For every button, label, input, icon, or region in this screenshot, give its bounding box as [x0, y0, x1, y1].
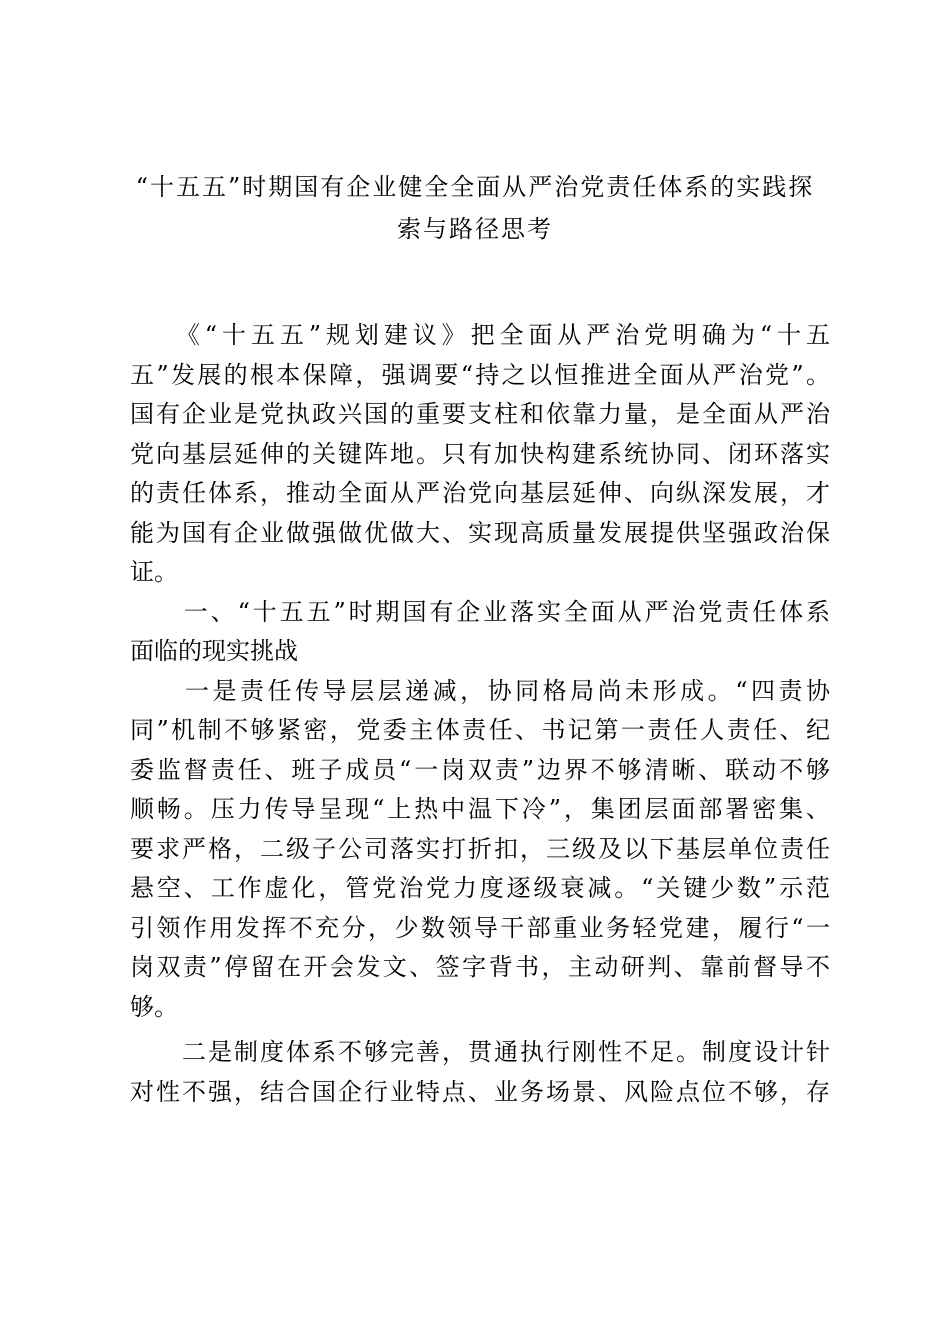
- paragraph-challenge-one: [130, 672, 830, 1028]
- text-line: 悬空、工作虚化，管党治党力度逐级衰减。“关键少数”示范: [130, 874, 830, 902]
- paragraph-challenge-two: [130, 1033, 830, 1112]
- text-line: 够。: [130, 992, 178, 1021]
- text-line: 对性不强，结合国企行业特点、业务场景、风险点位不够，存: [130, 1077, 830, 1106]
- text-line: 的责任体系，推动全面从严治党向基层延伸、向纵深发展，才: [130, 479, 830, 507]
- text-line: 党向基层延伸的关键阵地。只有加快构建系统协同、闭环落实: [130, 439, 830, 468]
- document-body: [130, 316, 830, 1112]
- text-line: 一、“十五五”时期国有企业落实全面从严治党责任体系: [130, 597, 830, 626]
- text-line: 委监督责任、班子成员“一岗双责”边界不够清晰、联动不够: [130, 755, 830, 784]
- text-line: 证。: [130, 558, 178, 586]
- title-line: “十五五”时期国有企业健全全面从严治党责任体系的实践探: [135, 173, 815, 201]
- paragraph-intro: [130, 316, 830, 593]
- document-title: [120, 166, 830, 250]
- text-line: 同”机制不够紧密，党委主体责任、书记第一责任人责任、纪: [130, 716, 830, 744]
- text-line: 引领作用发挥不充分，少数领导干部重业务轻党建，履行“一: [130, 913, 830, 942]
- text-line: 能为国有企业做强做优做大、实现高质量发展提供坚强政治保: [130, 518, 830, 547]
- text-line: 要求严格，二级子公司落实打折扣，三级及以下基层单位责任: [130, 834, 830, 863]
- text-line: 岗双责”停留在开会发文、签字背书，主动研判、靠前督导不: [130, 953, 830, 981]
- section-heading: [130, 593, 830, 672]
- text-line: 顺畅。压力传导呈现“上热中温下冷”，集团层面部署密集、: [130, 795, 830, 823]
- text-line: 五”发展的根本保障，强调要“持之以恒推进全面从严治党”。: [130, 360, 830, 389]
- text-line: 《“十五五”规划建议》把全面从严治党明确为“十五: [130, 321, 830, 349]
- text-line: 一是责任传导层层递减，协同格局尚未形成。“四责协: [130, 676, 830, 705]
- title-line: 索与路径思考: [397, 215, 553, 243]
- text-line: 面临的现实挑战: [130, 637, 298, 665]
- text-line: 二是制度体系不够完善，贯通执行刚性不足。制度设计针: [130, 1038, 830, 1066]
- text-line: 国有企业是党执政兴国的重要支柱和依靠力量，是全面从严治: [130, 400, 830, 428]
